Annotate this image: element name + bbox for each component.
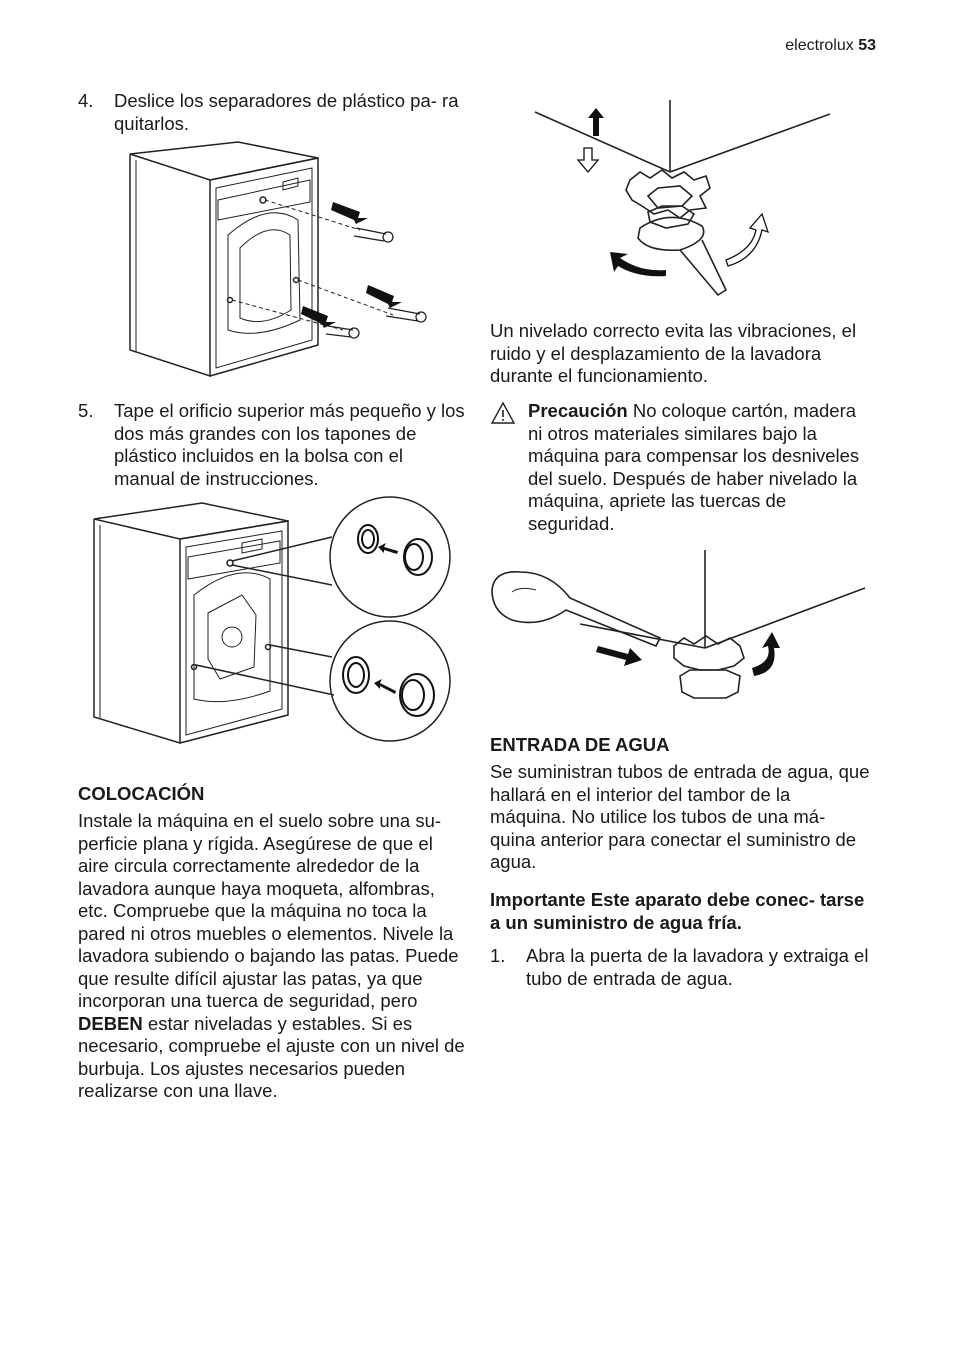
foot-leveling-illustration — [530, 100, 840, 305]
section-title-colocacion: COLOCACIÓN — [78, 783, 205, 804]
step-number: 4. — [78, 90, 94, 111]
step-5 — [78, 400, 468, 490]
step-number: 1. — [490, 945, 506, 966]
colocacion-text-2: estar niveladas y estables. Si es necesario, compruebe el ajuste con un nivel de burbuja. Los ajustes necesarios pueden realizarse con una llave. — [78, 1012, 465, 1101]
transit-bolt-removal-illustration — [128, 140, 408, 380]
step-text: Deslice los separadores de plástico pa- ra quitarlos. — [114, 90, 459, 134]
caution-note — [528, 400, 873, 535]
brand-name: electrolux — [785, 37, 854, 54]
lock-nut-illustration — [490, 550, 870, 710]
caution-label: Precaución — [528, 400, 628, 421]
step-1 — [490, 945, 875, 990]
page-header — [785, 37, 876, 55]
step-text: Abra la puerta de la lavadora y extraiga el tubo de entrada de agua. — [526, 945, 869, 989]
section-title-entrada: ENTRADA DE AGUA — [490, 734, 670, 755]
colocacion-text-1: Instale la máquina en el suelo sobre una su- perficie plana y rígida. Asegúrese de que el aire circula correctamente alrededor de la lavadora aunque haya moqueta, alfombras, etc. Compruebe que la máquina no toca la pared ni otros muebles o elementos. Nivele la lavadora subiendo o bajando las patas. Puede que resulte difícil ajustar las patas, ya que incorporan una tuerca de seguridad, pero — [78, 810, 459, 1011]
step-text: Tape el orificio superior más pequeño y los dos más grandes con los tapones de plástico incluidos en la bolsa con el manual de instrucciones. — [114, 400, 465, 489]
page-number: 53 — [858, 37, 876, 54]
important-note: Importante Este aparato debe conec- tarse a un suministro de agua fría. — [490, 889, 865, 933]
step-number: 5. — [78, 400, 94, 421]
colocacion-bold: DEBEN — [78, 1012, 143, 1034]
plastic-caps-illustration — [92, 495, 472, 750]
caution-text: No coloque cartón, madera ni otros materiales similares bajo la máquina para compensar los desniveles del suelo. Después de haber nivelado la máquina, apriete las tuercas de seguridad. — [528, 400, 860, 534]
entrada-text: Se suministran tubos de entrada de agua, que hallará en el interior del tambor de la máquina. No utilice los tubos de una má- quina anterior para conectar el suministro de agua. — [490, 761, 870, 872]
colocacion-paragraph — [78, 810, 468, 1103]
warning-icon — [490, 401, 516, 425]
leveling-text: Un nivelado correcto evita las vibraciones, el ruido y el desplazamiento de la lavadora durante el funcionamiento. — [490, 320, 857, 386]
step-4 — [78, 90, 468, 135]
